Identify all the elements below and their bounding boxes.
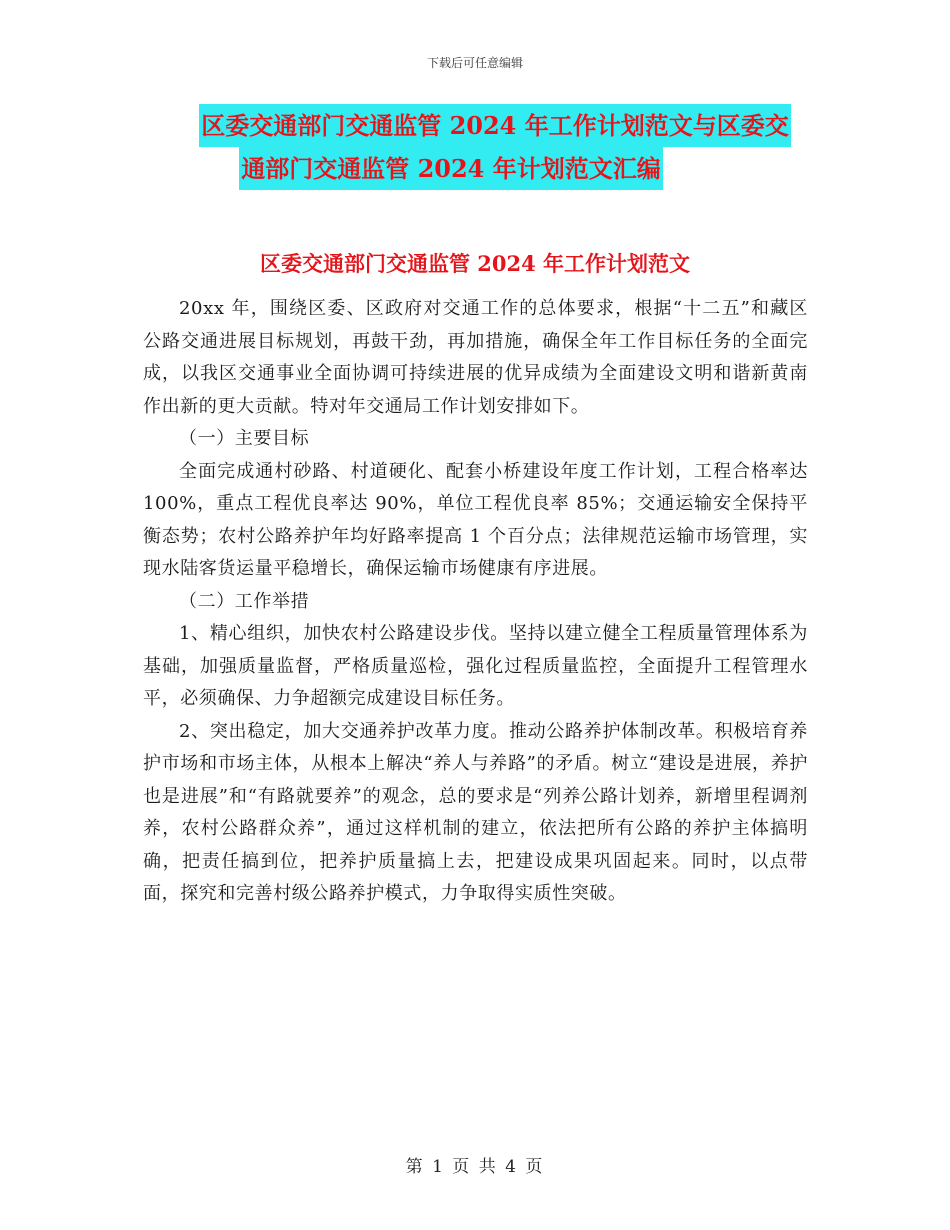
heading-main-goals: （一）主要目标 (179, 428, 310, 449)
document-body (143, 293, 808, 911)
page-footer: 第 1 页 共 4 页 (405, 1157, 545, 1177)
section-title: 区委交通部门交通监管 2024 年工作计划范文 (259, 251, 691, 276)
paragraph-goals: 全面完成通村砂路、村道硬化、配套小桥建设年度工作计划，工程合格率达 100%，重点工程优良率达 90%，单位工程优良率 85%；交通运输安全保持平衡态势；农村公路养护年均好路率提高 1 个百分点；法律规范运输市场管理，实现水陆客货运量平稳增长，确保运输市场健康有序进展。 (143, 460, 808, 579)
document-title (0, 104, 950, 190)
heading-work-measures: （二）工作举措 (179, 590, 310, 612)
paragraph-measure-2: 2、突出稳定，加大交通养护改革力度。推动公路养护体制改革。积极培育养护市场和市场主体，从根本上解决“养人与养路”的矛盾。树立“建设是进展，养护也是进展”和“有路就要养”的观念，总的要求是“列养公路计划养，新增里程调剂养，农村公路群众养”，通过这样机制的建立，依法把所有公路的养护主体搞明确，把责任搞到位，把养护质量搞上去，把建设成果巩固起来。同时，以点带面，探究和完善村级公路养护模式，力争取得实质性突破。 (143, 720, 808, 904)
paragraph-measure-1: 1、精心组织，加快农村公路建设步伐。坚持以建立健全工程质量管理体系为基础，加强质量监督，严格质量巡检，强化过程质量监控，全面提升工程管理水平，必须确保、力争超额完成建设目标任务。 (143, 623, 808, 709)
paragraph-intro: 20xx 年，围绕区委、区政府对交通工作的总体要求，根据“十二五”和藏区公路交通进展目标规划，再鼓干劲，再加措施，确保全年工作目标任务的全面完成，以我区交通事业全面协调可持续进展的优异成绩为全面建设文明和谐新黄南作出新的更大贡献。特对年交通局工作计划安排如下。 (143, 298, 808, 417)
document-title-line-2: 通部门交通监管 2024 年计划范文汇编 (239, 147, 663, 190)
document-title-line-1: 区委交通部门交通监管 2024 年工作计划范文与区委交 (199, 104, 791, 147)
header-note: 下载后可任意编辑 (426, 56, 523, 70)
